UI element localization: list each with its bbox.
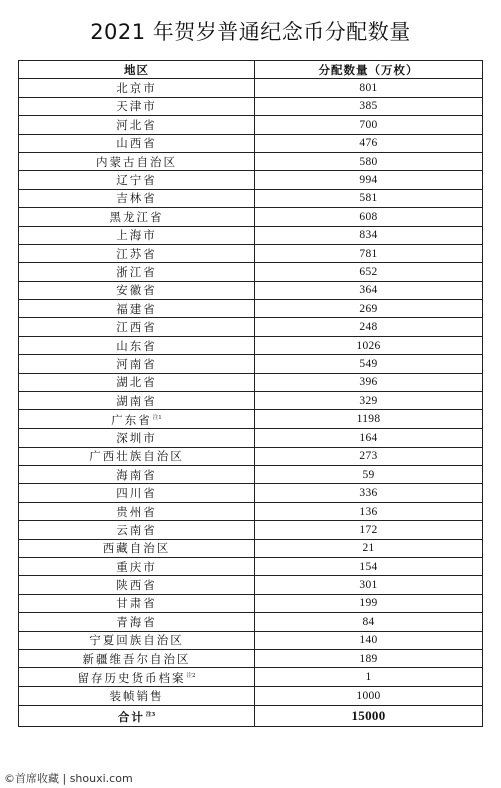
- region-name: 陕西省: [116, 578, 157, 593]
- table-row: [19, 208, 483, 226]
- region-cell: [19, 649, 255, 667]
- region-name: 海南省: [116, 467, 157, 482]
- quantity-cell: 549: [255, 355, 483, 373]
- region-name: 四川省: [116, 486, 157, 501]
- region-cell: [19, 576, 255, 594]
- region-cell: [19, 116, 255, 134]
- quantity-cell: 801: [255, 79, 483, 97]
- total-quantity-cell: 15000: [255, 705, 483, 726]
- region-cell: [19, 502, 255, 520]
- quantity-cell: 154: [255, 557, 483, 575]
- quantity-cell: 476: [255, 134, 483, 152]
- region-name: 江苏省: [116, 246, 157, 261]
- region-name: 云南省: [116, 522, 157, 537]
- quantity-cell: 136: [255, 502, 483, 520]
- table-row: [19, 594, 483, 612]
- table-row: [19, 300, 483, 318]
- table-row: [19, 355, 483, 373]
- quantity-cell: 652: [255, 263, 483, 281]
- region-cell: [19, 392, 255, 410]
- region-name: 北京市: [116, 81, 157, 96]
- region-cell: [19, 521, 255, 539]
- region-name: 广西壮族自治区: [89, 449, 184, 464]
- table-row: [19, 244, 483, 262]
- quantity-cell: 608: [255, 208, 483, 226]
- quantity-cell: 834: [255, 226, 483, 244]
- quantity-cell: 581: [255, 189, 483, 207]
- region-cell: [19, 429, 255, 447]
- table-row: [19, 189, 483, 207]
- table-row: [19, 484, 483, 502]
- quantity-cell: 164: [255, 429, 483, 447]
- region-cell: [19, 539, 255, 557]
- table-header-row: [19, 61, 483, 79]
- region-cell: [19, 687, 255, 705]
- table-row: [19, 668, 483, 687]
- table-row: [19, 429, 483, 447]
- quantity-cell: 781: [255, 244, 483, 262]
- region-cell: [19, 466, 255, 484]
- region-cell: [19, 355, 255, 373]
- region-cell: [19, 631, 255, 649]
- table-row: [19, 263, 483, 281]
- region-name: 江西省: [116, 320, 157, 335]
- quantity-cell: 1198: [255, 410, 483, 429]
- region-cell: [19, 134, 255, 152]
- watermark: ©首席收藏 | shouxi.com: [0, 770, 139, 788]
- quantity-cell: 59: [255, 466, 483, 484]
- region-cell: [19, 447, 255, 465]
- table-row: [19, 521, 483, 539]
- region-name: 装帧销售: [109, 688, 164, 703]
- region-name: 辽宁省: [116, 173, 157, 188]
- footnote-marker: 注3: [145, 711, 156, 718]
- allocation-table: [18, 60, 483, 727]
- region-name: 湖南省: [116, 393, 157, 408]
- region-name: 上海市: [116, 228, 157, 243]
- region-name: 青海省: [116, 614, 157, 629]
- region-cell: [19, 594, 255, 612]
- region-name: 重庆市: [116, 559, 157, 574]
- region-cell: [19, 79, 255, 97]
- quantity-cell: 336: [255, 484, 483, 502]
- region-name: 河北省: [116, 117, 157, 132]
- region-name: 湖北省: [116, 375, 157, 390]
- header-quantity: 分配数量（万枚）: [255, 61, 483, 79]
- region-name: 山西省: [116, 136, 157, 151]
- region-name: 吉林省: [116, 191, 157, 206]
- quantity-cell: 385: [255, 97, 483, 115]
- quantity-cell: 396: [255, 373, 483, 391]
- total-label: 合计: [117, 709, 145, 724]
- quantity-cell: 84: [255, 613, 483, 631]
- table-row: [19, 171, 483, 189]
- region-name: 天津市: [116, 99, 157, 114]
- region-name: 甘肃省: [116, 596, 157, 611]
- region-name: 贵州省: [116, 504, 157, 519]
- region-name: 山东省: [116, 338, 157, 353]
- quantity-cell: 199: [255, 594, 483, 612]
- region-name: 广东省: [111, 413, 152, 428]
- region-name: 浙江省: [116, 264, 157, 279]
- region-cell: [19, 189, 255, 207]
- quantity-cell: 329: [255, 392, 483, 410]
- quantity-cell: 248: [255, 318, 483, 336]
- region-name: 新疆维吾尔自治区: [82, 651, 191, 666]
- region-cell: [19, 484, 255, 502]
- region-cell: [19, 613, 255, 631]
- region-cell: [19, 318, 255, 336]
- region-cell: [19, 226, 255, 244]
- table-row: [19, 447, 483, 465]
- table-body: [19, 79, 483, 726]
- table-row: [19, 97, 483, 115]
- quantity-cell: 994: [255, 171, 483, 189]
- region-cell: [19, 300, 255, 318]
- quantity-cell: 269: [255, 300, 483, 318]
- region-name: 安徽省: [116, 283, 157, 298]
- quantity-cell: 21: [255, 539, 483, 557]
- quantity-cell: 1026: [255, 336, 483, 354]
- table-row: [19, 410, 483, 429]
- region-name: 留存历史货币档案: [77, 671, 186, 686]
- quantity-cell: 364: [255, 281, 483, 299]
- region-name: 河南省: [116, 356, 157, 371]
- total-label-cell: [19, 705, 255, 726]
- table-row: [19, 631, 483, 649]
- table-row: [19, 373, 483, 391]
- table-row: [19, 539, 483, 557]
- table-row: [19, 226, 483, 244]
- quantity-cell: 140: [255, 631, 483, 649]
- region-cell: [19, 263, 255, 281]
- table-row: [19, 318, 483, 336]
- region-name: 内蒙古自治区: [96, 154, 177, 169]
- table-row: [19, 576, 483, 594]
- table-row: [19, 502, 483, 520]
- region-name: 西藏自治区: [102, 541, 171, 556]
- region-cell: [19, 152, 255, 170]
- region-cell: [19, 281, 255, 299]
- region-name: 福建省: [116, 301, 157, 316]
- table-row: [19, 134, 483, 152]
- quantity-cell: 172: [255, 521, 483, 539]
- region-cell: [19, 668, 255, 687]
- table-row: [19, 466, 483, 484]
- table-row: [19, 336, 483, 354]
- table-row: [19, 649, 483, 667]
- quantity-cell: 273: [255, 447, 483, 465]
- region-cell: [19, 97, 255, 115]
- region-cell: [19, 410, 255, 429]
- footnote-marker: 注2: [186, 673, 196, 680]
- quantity-cell: 189: [255, 649, 483, 667]
- region-name: 宁夏回族自治区: [89, 633, 184, 648]
- quantity-cell: 1: [255, 668, 483, 687]
- header-region: 地区: [19, 61, 255, 79]
- region-cell: [19, 557, 255, 575]
- page-title: 2021 年贺岁普通纪念币分配数量: [90, 20, 411, 44]
- table-row: [19, 557, 483, 575]
- quantity-cell: 580: [255, 152, 483, 170]
- region-cell: [19, 244, 255, 262]
- footnote-marker: 注1: [152, 415, 162, 422]
- total-row: [19, 705, 483, 726]
- region-cell: [19, 171, 255, 189]
- table-row: [19, 613, 483, 631]
- table-row: [19, 687, 483, 705]
- region-name: 黑龙江省: [109, 209, 164, 224]
- region-cell: [19, 336, 255, 354]
- table-row: [19, 152, 483, 170]
- region-cell: [19, 373, 255, 391]
- quantity-cell: 301: [255, 576, 483, 594]
- region-name: 深圳市: [116, 430, 157, 445]
- quantity-cell: 1000: [255, 687, 483, 705]
- table-row: [19, 281, 483, 299]
- table-row: [19, 392, 483, 410]
- quantity-cell: 700: [255, 116, 483, 134]
- region-cell: [19, 208, 255, 226]
- table-row: [19, 116, 483, 134]
- table-row: [19, 79, 483, 97]
